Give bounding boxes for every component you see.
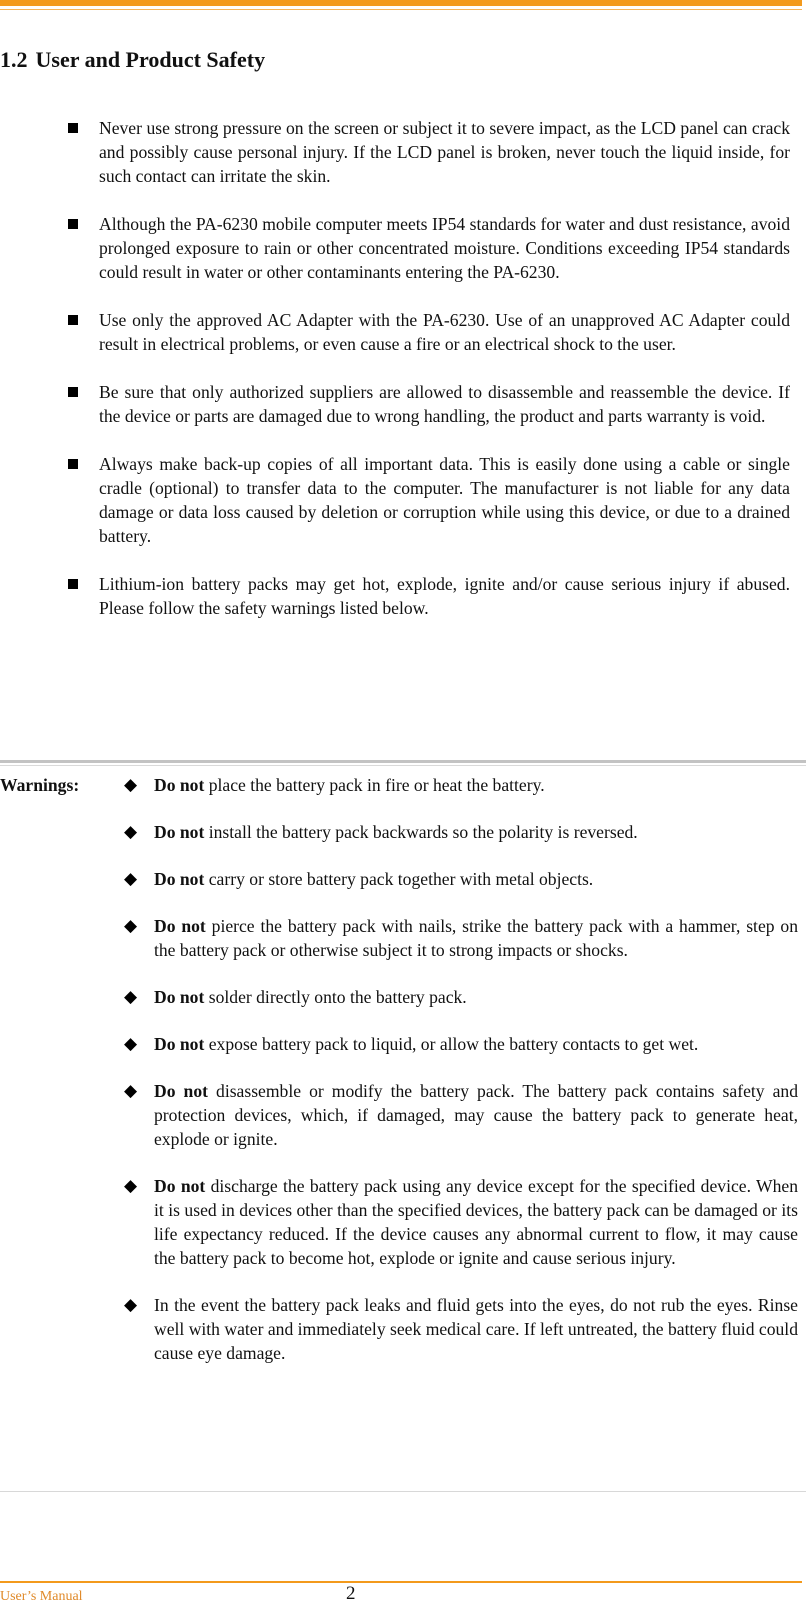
- warning-text: discharge the battery pack using any device except for the specified device. When it is used in devices other than the specified devices, the battery pack can be damaged or its life expectancy reduced. If the device causes any abnormal current to flow, it may cause the battery pack to become hot, explode or ignite and cause serious injury.: [154, 1176, 799, 1268]
- warning-emphasis: Do not: [154, 987, 205, 1007]
- warning-text: install the battery pack backwards so the polarity is reversed.: [204, 822, 638, 842]
- square-bullet-icon: [68, 123, 78, 133]
- warning-emphasis: Do not: [154, 1081, 208, 1101]
- square-bullet-icon: [68, 459, 78, 469]
- safety-bullet-list: [0, 116, 802, 644]
- warning-item: [0, 1174, 806, 1270]
- bullet-text: Always make back-up copies of all important data. This is easily done using a cable or single cradle (optional) to transfer data to the computer. The manufacturer is not liable for any data damage or data loss caused by deletion or corruption while using this device, or due to a drained battery.: [99, 454, 790, 546]
- square-bullet-icon: [68, 219, 78, 229]
- section-number: 1.2: [0, 47, 28, 72]
- section-title: User and Product Safety: [35, 47, 266, 72]
- warning-text: place the battery pack in fire or heat the battery.: [204, 775, 545, 795]
- warning-emphasis: Do not: [154, 775, 205, 795]
- warning-text: solder directly onto the battery pack.: [204, 987, 467, 1007]
- bullet-text: Never use strong pressure on the screen or subject it to severe impact, as the LCD panel can crack and possibly cause personal injury. If the LCD panel is broken, never touch the liquid inside, for such contact can irritate the skin.: [99, 118, 790, 186]
- warning-item: [0, 1293, 806, 1365]
- warning-item: [0, 1032, 806, 1056]
- diamond-bullet-icon: ◆: [124, 1034, 138, 1053]
- diamond-bullet-icon: ◆: [124, 916, 138, 935]
- bullet-text: Be sure that only authorized suppliers are allowed to disassemble and reassemble the device. If the device or parts are damaged due to wrong handling, the product and parts warranty is void.: [99, 382, 790, 426]
- warning-item: [0, 1079, 806, 1151]
- diamond-bullet-icon: ◆: [124, 869, 138, 888]
- diamond-bullet-icon: ◆: [124, 822, 138, 841]
- safety-bullet: [0, 572, 802, 620]
- warning-text: In the event the battery pack leaks and fluid gets into the eyes, do not rub the eyes. Rinse well with water and immediately seek medical care. If left untreated, the battery fluid could cause eye damage.: [154, 1295, 798, 1363]
- bottom-divider: [0, 1491, 806, 1492]
- safety-bullet: [0, 308, 802, 356]
- section-divider: [0, 760, 806, 763]
- warning-item: [0, 773, 806, 797]
- page-number: 2: [346, 1583, 356, 1604]
- warning-item: [0, 985, 806, 1009]
- warning-emphasis: Do not: [154, 869, 205, 889]
- diamond-bullet-icon: ◆: [124, 775, 138, 794]
- diamond-bullet-icon: ◆: [124, 1295, 138, 1314]
- square-bullet-icon: [68, 579, 78, 589]
- warning-item: [0, 914, 806, 962]
- bullet-text: Although the PA-6230 mobile computer meets IP54 standards for water and dust resistance, avoid prolonged exposure to rain or other concentrated moisture. Conditions exceeding IP54 standards could result in water or other contaminants entering the PA-6230.: [99, 214, 790, 282]
- footer-manual-label: User’s Manual: [0, 1589, 83, 1604]
- safety-bullet: [0, 380, 802, 428]
- warning-emphasis: Do not: [154, 1176, 206, 1196]
- header-accent-bar: [0, 0, 802, 6]
- square-bullet-icon: [68, 315, 78, 325]
- warning-text: expose battery pack to liquid, or allow the battery contacts to get wet.: [204, 1034, 699, 1054]
- square-bullet-icon: [68, 387, 78, 397]
- warning-text: disassemble or modify the battery pack. The battery pack contains safety and protection devices, which, if damaged, may cause the battery pack to generate heat, explode or ignite.: [154, 1081, 798, 1149]
- warnings-label: Warnings:: [0, 775, 80, 795]
- section-divider-thin: [0, 765, 806, 766]
- warning-item: [0, 820, 806, 844]
- warning-emphasis: Do not: [154, 822, 205, 842]
- section-heading: [0, 47, 265, 73]
- safety-bullet: [0, 452, 802, 548]
- warnings-list: [0, 773, 806, 1388]
- safety-bullet: [0, 212, 802, 284]
- bullet-text: Use only the approved AC Adapter with the PA-6230. Use of an unapproved AC Adapter could result in electrical problems, or even cause a fire or an electrical shock to the user.: [99, 310, 790, 354]
- diamond-bullet-icon: ◆: [124, 1176, 138, 1195]
- diamond-bullet-icon: ◆: [124, 1081, 138, 1100]
- diamond-bullet-icon: ◆: [124, 987, 138, 1006]
- safety-bullet: [0, 116, 802, 188]
- header-accent-line: [0, 9, 802, 10]
- warning-text: carry or store battery pack together with metal objects.: [204, 869, 594, 889]
- footer-accent-line: [0, 1581, 802, 1583]
- bullet-text: Lithium-ion battery packs may get hot, explode, ignite and/or cause serious injury if abused. Please follow the safety warnings listed below.: [99, 574, 790, 618]
- warning-item: [0, 867, 806, 891]
- warning-text: pierce the battery pack with nails, strike the battery pack with a hammer, step on the battery pack or otherwise subject it to strong impacts or shocks.: [154, 916, 798, 960]
- warning-emphasis: Do not: [154, 1034, 205, 1054]
- warning-emphasis: Do not: [154, 916, 206, 936]
